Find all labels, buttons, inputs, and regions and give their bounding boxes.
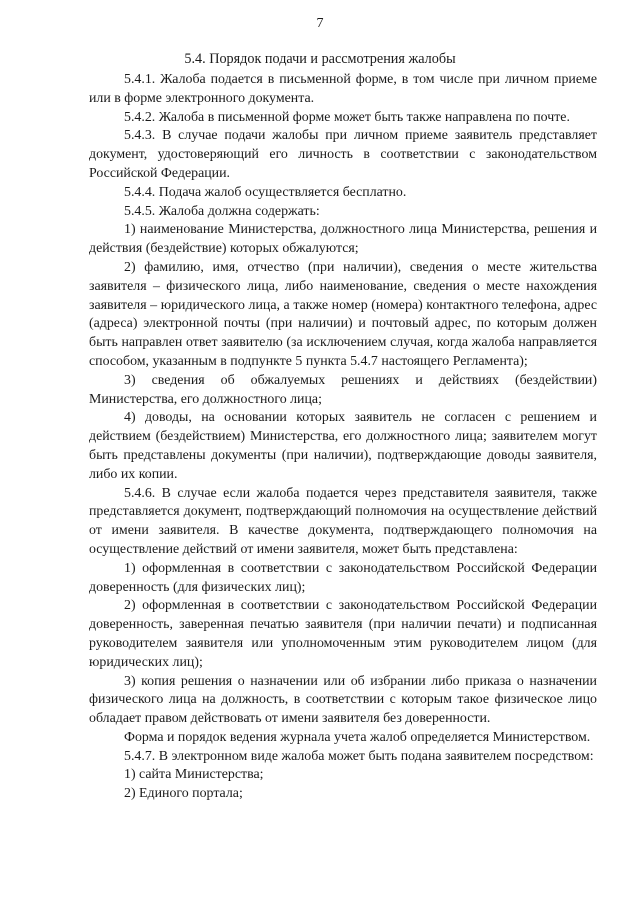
- list-item-5-4-6-3: 3) копия решения о назначении или об избрании либо приказа о назначении физического лица на должность, в соответствии с которым такое физическое лицо обладает правом действовать от имени заявителя без доверенности.: [89, 673, 597, 727]
- page-number: 7: [316, 16, 324, 31]
- paragraph-5-4-1: 5.4.1. Жалоба подается в письменной форме, в том числе при личном приеме или в форме электронного документа.: [89, 72, 597, 106]
- list-item-5-4-7-2: 2) Единого портала;: [124, 786, 243, 802]
- list-item-5-4-6-1: 1) оформленная в соответствии с законодательством Российской Федерации доверенность (для физических лиц);: [89, 560, 597, 595]
- paragraph-5-4-3: 5.4.3. В случае подачи жалобы при личном приеме заявитель представляет документ, удостоверяющий его личность в соответствии с законодательством Российской Федерации.: [89, 128, 597, 181]
- paragraph-5-4-4: 5.4.4. Подача жалоб осуществляется бесплатно.: [124, 184, 407, 200]
- list-item-5-4-7-1: 1) сайта Министерства;: [124, 767, 264, 783]
- document-body: [89, 71, 597, 804]
- list-item-5-4-5-1: 1) наименование Министерства, должностного лица Министерства, решения и действия (бездействие) которых обжалуются;: [89, 222, 597, 257]
- section-heading: 5.4. Порядок подачи и рассмотрения жалобы: [184, 51, 456, 67]
- paragraph-5-4-2: 5.4.2. Жалоба в письменной форме может быть также направлена по почте.: [124, 109, 570, 125]
- paragraph-journal-form: Форма и порядок ведения журнала учета жалоб определяется Министерством.: [124, 729, 591, 745]
- list-item-5-4-5-4: 4) доводы, на основании которых заявитель не согласен с решением и действием (бездействием) Министерства, его должностного лица; заявителем могут быть представлены документы (при наличии), подтверждающие доводы заявителя, либо их копии.: [89, 410, 597, 482]
- paragraph-5-4-7: 5.4.7. В электронном виде жалоба может быть подана заявителем посредством:: [124, 748, 594, 764]
- paragraph-5-4-6: 5.4.6. В случае если жалоба подается через представителя заявителя, также представляется документ, подтверждающий полномочия на осуществление действий от имени заявителя. В качестве документа, подтверждающего полномочия на осуществление действий от имени заявителя, может быть представлена:: [89, 485, 597, 557]
- list-item-5-4-5-3: 3) сведения об обжалуемых решениях и действиях (бездействии) Министерства, его должностного лица;: [89, 372, 597, 407]
- list-item-5-4-6-2: 2) оформленная в соответствии с законодательством Российской Федерации доверенность, заверенная печатью заявителя (при наличии печати) и подписанная руководителем заявителя или уполномоченным этим руководителем лицом (для юридических лиц);: [89, 598, 597, 670]
- list-item-5-4-5-2: 2) фамилию, имя, отчество (при наличии), сведения о месте жительства заявителя – физического лица, либо наименование, сведения о месте нахождения заявителя – юридического лица, а также номер (номера) контактного телефона, адрес (адреса) электронной почты (при наличии) и почтовый адрес, по которым должен быть направлен ответ заявителю (за исключением случая, когда жалоба направляется способом, указанным в подпункте 5 пункта 5.4.7 настоящего Регламента);: [89, 259, 597, 369]
- paragraph-5-4-5: 5.4.5. Жалоба должна содержать:: [124, 203, 320, 219]
